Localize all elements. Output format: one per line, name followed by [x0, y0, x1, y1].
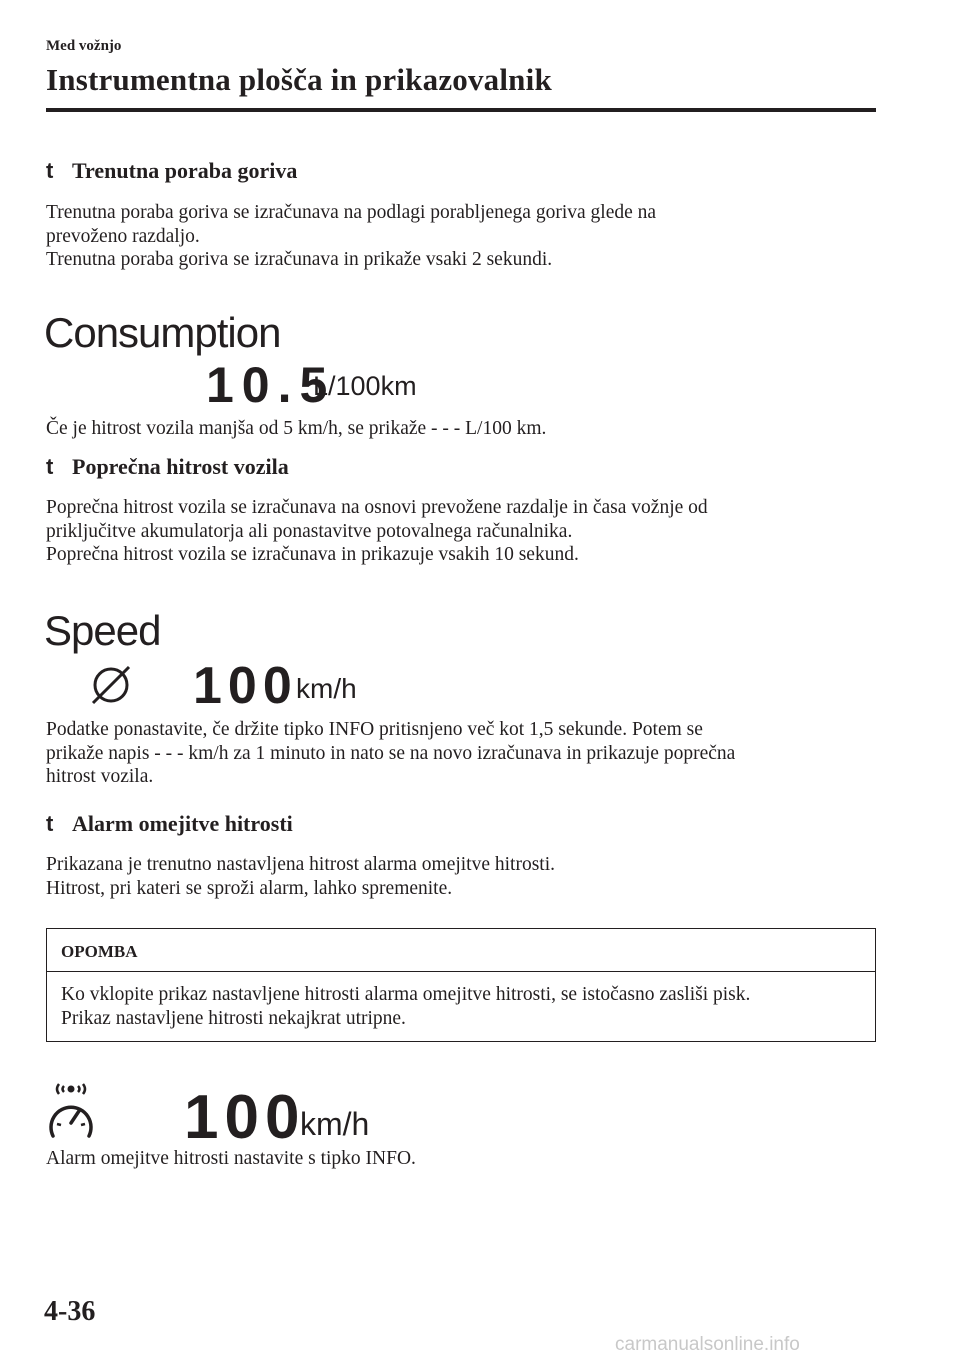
section-body-fuel-consumption — [46, 201, 886, 272]
body-line: Poprečna hitrost vozila se izračunava in prikazuje vsakih 10 sekund. — [46, 544, 579, 565]
alarm-display-value: 100 — [184, 1083, 306, 1152]
speed-caption — [46, 718, 886, 789]
consumption-display-title: Consumption — [44, 309, 281, 356]
body-line: Hitrost, pri kateri se sproži alarm, lahko spremenite. — [46, 877, 453, 899]
caption-line: prikaže napis - - - km/h za 1 minuto in nato se na novo izračunava in prikazuje poprečna — [46, 742, 736, 764]
average-diameter-icon — [86, 660, 136, 710]
alarm-display-unit: km/h — [300, 1106, 370, 1142]
body-line: Poprečna hitrost vozila se izračunava na osnovi prevožene razdalje in časa vožnje od — [46, 497, 708, 518]
section-body-average-speed — [46, 496, 886, 567]
section-heading-speed-alarm: t Alarm omejitve hitrosti — [46, 811, 293, 836]
speed-display-title: Speed — [44, 607, 161, 654]
note-line: Prikaz nastavljene hitrosti nekajkrat utripne. — [61, 1008, 406, 1029]
consumption-display-unit: L/100km — [313, 371, 417, 401]
page-number: 4-36 — [44, 1296, 96, 1327]
note-box — [46, 928, 876, 1042]
alarm-caption: Alarm omejitve hitrosti nastavite s tipko INFO. — [46, 1148, 416, 1169]
consumption-caption: Če je hitrost vozila manjša od 5 km/h, se prikaže - - - L/100 km. — [46, 418, 547, 439]
body-line: Trenutna poraba goriva se izračunava na podlagi porabljenega goriva glede na — [46, 202, 657, 223]
chapter-label: Med vožnjo — [46, 38, 122, 54]
bullet-marker: t — [46, 811, 54, 836]
body-line: priključitve akumulatorja ali ponastavitve potovalnega računalnika. — [46, 520, 573, 542]
note-header — [47, 929, 875, 972]
body-line: Trenutna poraba goriva se izračunava in prikaže vsaki 2 sekundi. — [46, 249, 553, 270]
caption-line: hitrost vozila. — [46, 766, 154, 787]
caption-line: Podatke ponastavite, če držite tipko INFO pritisnjeno več kot 1,5 sekunde. Potem se — [46, 719, 703, 740]
body-line: Prikazana je trenutno nastavljena hitrost alarma omejitve hitrosti. — [46, 854, 556, 875]
speed-display-value: 100 — [193, 657, 298, 715]
speed-display-unit: km/h — [296, 673, 357, 704]
bullet-marker: t — [46, 158, 54, 183]
section-body-speed-alarm — [46, 853, 886, 900]
note-label: OPOMBA — [61, 942, 138, 961]
consumption-display-value: 10.5 — [206, 357, 336, 413]
section-heading-average-speed: t Poprečna hitrost vozila — [46, 454, 289, 479]
speed-alarm-gauge-icon — [44, 1078, 98, 1142]
bullet-marker: t — [46, 454, 54, 479]
body-line: prevoženo razdaljo. — [46, 225, 200, 247]
note-line: Ko vklopite prikaz nastavljene hitrosti alarma omejitve hitrosti, se istočasno zasliši pisk. — [61, 984, 751, 1005]
section-heading-fuel-consumption: t Trenutna poraba goriva — [46, 158, 298, 183]
watermark-text: carmanualsonline.info — [615, 1334, 800, 1355]
page-title: Instrumentna plošča in prikazovalnik — [46, 62, 552, 97]
title-rule — [46, 108, 876, 112]
note-body — [61, 983, 871, 1031]
